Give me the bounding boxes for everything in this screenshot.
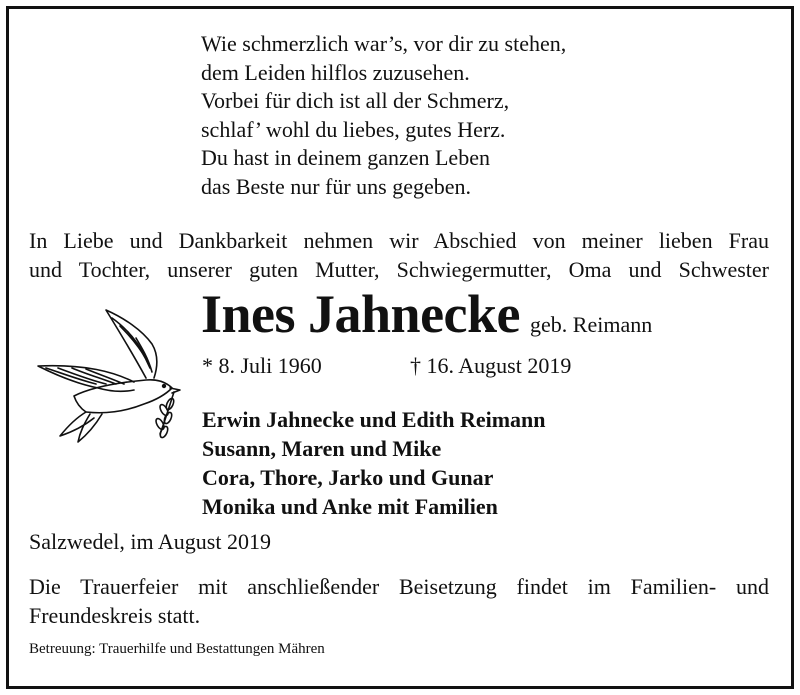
mourners-list [202,405,546,521]
mourner-line: Cora, Thore, Jarko und Gunar [202,465,494,490]
mourner-line: Monika und Anke mit Familien [202,494,498,519]
place-date: Salzwedel, im August 2019 [29,529,271,554]
dove-icon [34,296,194,446]
mourner-line: Susann, Maren und Mike [202,436,442,461]
poem-line: Du hast in deinem ganzen Leben [201,145,490,170]
poem-line: das Beste nur für uns gegeben. [201,173,472,199]
deceased-name-row [201,284,652,344]
poem-line: Wie schmerzlich war’s, vor dir zu stehen, [201,31,567,56]
funeral-care-credit: Betreuung: Trauerhilfe und Bestattungen Mähren [29,641,325,657]
poem-line: dem Leiden hilflos zuzusehen. [201,59,470,85]
funeral-line: Freundeskreis statt. [29,603,201,628]
maiden-name: geb. Reimann [530,312,653,337]
intro-line: In Liebe und Dankbarkeit nehmen wir Abschied von meiner lieben Frau [29,228,769,253]
poem-line: schlaf’ wohl du liebes, gutes Herz. [201,116,506,142]
intro-line: und Tochter, unserer guten Mutter, Schwiegermutter, Oma und Schwester [29,257,769,282]
mourner-line: Erwin Jahnecke und Edith Reimann [202,407,546,432]
funeral-info [29,572,769,630]
deceased-name: Ines Jahnecke [201,284,521,344]
death-date: † 16. August 2019 [410,353,572,378]
birth-date: * 8. Juli 1960 [202,353,322,378]
poem [201,30,566,201]
intro-text [29,226,769,284]
poem-line: Vorbei für dich ist all der Schmerz, [201,88,510,113]
funeral-line: Die Trauerfeier mit anschließender Beisetzung findet im Familien- und [29,574,769,599]
